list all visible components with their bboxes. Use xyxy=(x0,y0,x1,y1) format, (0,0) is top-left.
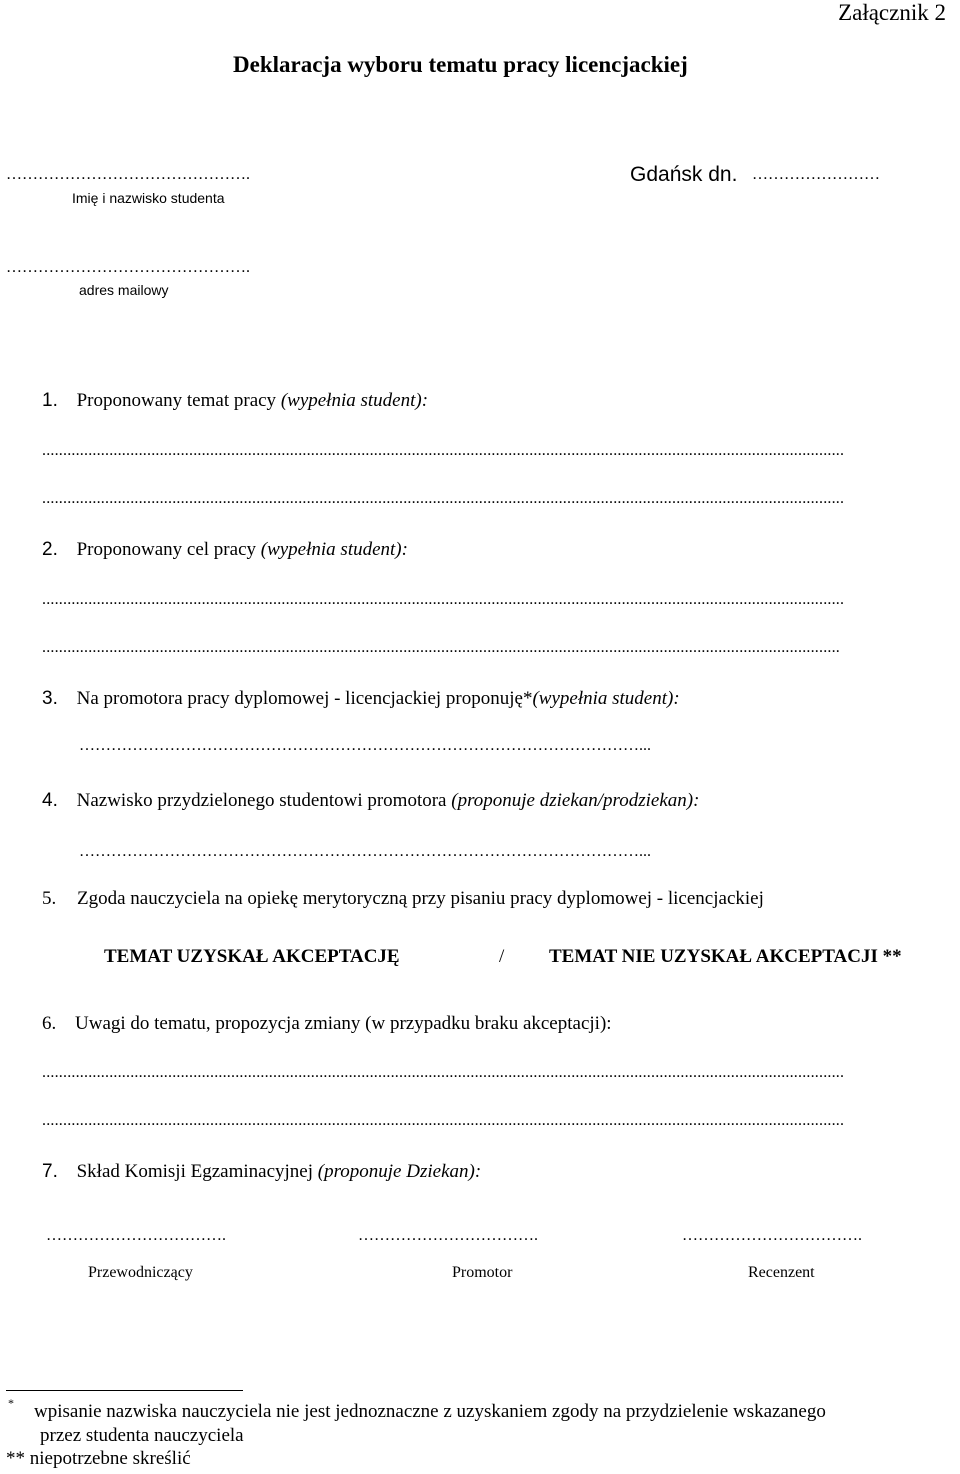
student-name-field[interactable]: ………………………………………. xyxy=(6,166,250,183)
footnote-2: ** niepotrzebne skreślić xyxy=(6,1448,191,1469)
footnote-separator xyxy=(6,1390,243,1391)
topic-rejected-option[interactable]: TEMAT NIE UZYSKAŁ AKCEPTACJI ** xyxy=(549,946,902,967)
section-text: Na promotora pracy dyplomowej - licencjackiej proponuję* xyxy=(76,688,533,709)
topic-line-2[interactable]: ............................................................................................................................................................................................... xyxy=(42,490,845,507)
section-4-heading xyxy=(42,790,699,812)
footnote-1-text-cont: przez studenta nauczyciela xyxy=(40,1425,244,1446)
date-label: Gdańsk dn. xyxy=(630,163,738,186)
assigned-supervisor-line[interactable]: ……………………………………………………………………………………………... xyxy=(79,843,651,860)
section-number: 7. xyxy=(42,1161,58,1182)
supervisor-label: Promotor xyxy=(452,1264,513,1281)
section-2-heading xyxy=(42,539,408,561)
section-text: Proponowany temat pracy xyxy=(76,390,281,411)
section-note: (wypełnia student): xyxy=(260,539,408,560)
section-number: 3. xyxy=(42,688,58,709)
proposed-supervisor-line[interactable]: ……………………………………………………………………………………………... xyxy=(79,737,651,754)
section-3-heading xyxy=(42,688,680,710)
chairman-signature-field[interactable]: ……………………………. xyxy=(46,1227,226,1244)
date-field[interactable]: …………………… xyxy=(752,166,880,183)
section-number: 4. xyxy=(42,790,58,811)
student-name-label: Imię i nazwisko studenta xyxy=(72,190,225,206)
topic-accepted-option[interactable]: TEMAT UZYSKAŁ AKCEPTACJĘ xyxy=(104,946,400,967)
page-title: Deklaracja wyboru tematu pracy licencjackiej xyxy=(233,52,688,77)
reviewer-label: Recenzent xyxy=(748,1264,815,1281)
section-text: Nazwisko przydzielonego studentowi promotora xyxy=(76,790,452,811)
option-separator: / xyxy=(499,946,505,967)
annex-label: Załącznik 2 xyxy=(838,0,946,25)
section-text: Proponowany cel pracy xyxy=(76,539,261,560)
section-number: 5. xyxy=(42,888,57,909)
email-label: adres mailowy xyxy=(79,282,169,298)
section-note: (proponuje dziekan/prodziekan): xyxy=(451,790,700,811)
section-1-heading xyxy=(42,390,428,412)
supervisor-signature-field[interactable]: ……………………………. xyxy=(358,1227,538,1244)
section-note: (proponuje Dziekan): xyxy=(317,1161,482,1182)
section-text: Zgoda nauczyciela na opiekę merytoryczną przy pisaniu pracy dyplomowej - licencjackiej xyxy=(77,888,764,909)
remarks-line-1[interactable]: ............................................................................................................................................................................................... xyxy=(42,1064,845,1081)
section-number: 6. xyxy=(42,1013,57,1034)
section-7-heading xyxy=(42,1161,481,1183)
section-note: (wypełnia student): xyxy=(280,390,429,411)
chairman-label: Przewodniczący xyxy=(88,1264,193,1281)
goal-line-1[interactable]: ............................................................................................................................................................................................... xyxy=(42,591,845,608)
email-field[interactable]: ………………………………………. xyxy=(6,259,250,276)
section-6-heading xyxy=(42,1013,612,1035)
footnote-1-text: wpisanie nazwiska nauczyciela nie jest jednoznaczne z uzyskaniem zgody na przydzielenie wskazanego xyxy=(34,1401,826,1422)
section-5-heading xyxy=(42,888,764,910)
section-text: Uwagi do tematu, propozycja zmiany (w przypadku braku akceptacji): xyxy=(75,1013,612,1034)
remarks-line-2[interactable]: ............................................................................................................................................................................................... xyxy=(42,1112,845,1129)
reviewer-signature-field[interactable]: ……………………………. xyxy=(682,1227,862,1244)
section-note: (wypełnia student): xyxy=(532,688,680,709)
topic-line-1[interactable]: ............................................................................................................................................................................................... xyxy=(42,442,845,459)
goal-line-2[interactable]: .............................................................................................................................................................................................. xyxy=(42,639,840,656)
section-number: 2. xyxy=(42,539,58,560)
section-text: Skład Komisji Egzaminacyjnej xyxy=(76,1161,318,1182)
section-number: 1. xyxy=(42,390,58,411)
footnote-1-mark: * xyxy=(8,1396,14,1410)
